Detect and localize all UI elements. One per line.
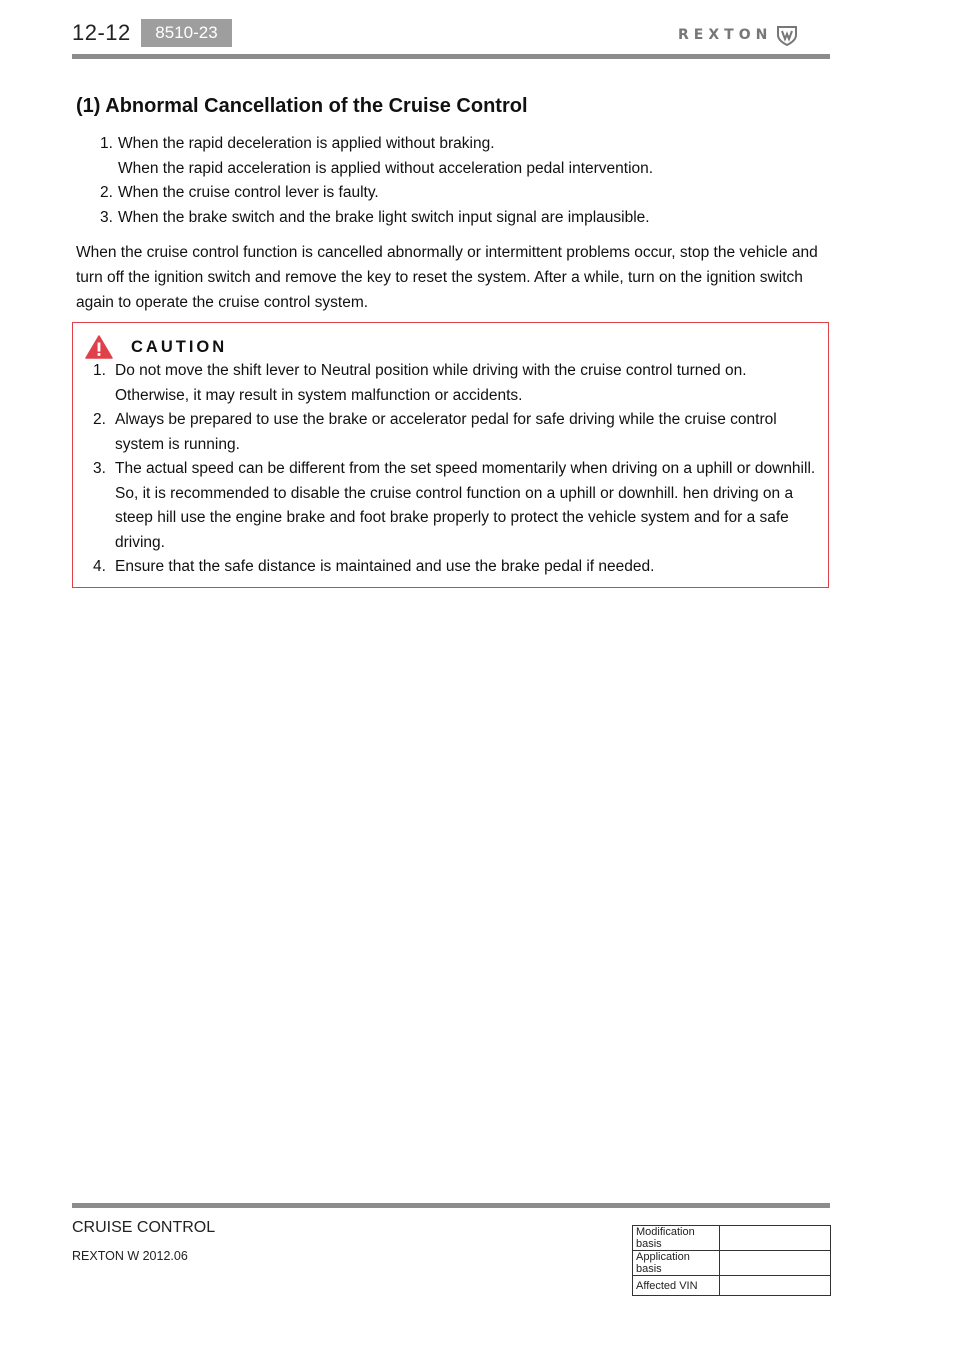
caution-box bbox=[72, 322, 829, 588]
table-cell-label: Affected VIN bbox=[633, 1276, 720, 1296]
caution-item bbox=[89, 457, 824, 555]
list-item bbox=[76, 157, 816, 182]
caution-item bbox=[89, 359, 824, 408]
table-cell-label: Application basis bbox=[633, 1251, 720, 1276]
list-item bbox=[76, 206, 816, 231]
footer-model: REXTON W 2012.06 bbox=[72, 1249, 188, 1263]
list-item-number: 1. bbox=[100, 135, 113, 152]
warning-triangle-icon bbox=[85, 335, 113, 359]
caution-list bbox=[89, 359, 824, 580]
caution-item-number: 4. bbox=[93, 558, 106, 575]
caution-header bbox=[85, 335, 227, 359]
list-item bbox=[76, 132, 816, 157]
condition-list bbox=[76, 132, 816, 230]
page-number: 12-12 bbox=[72, 20, 131, 45]
list-item-text: When the cruise control lever is faulty. bbox=[118, 184, 379, 201]
footer-divider bbox=[72, 1203, 830, 1208]
footer-section-name: CRUISE CONTROL bbox=[72, 1219, 216, 1236]
list-item bbox=[76, 181, 816, 206]
caution-item-text: Always be prepared to use the brake or accelerator pedal for safe driving while the cruise control system is running. bbox=[115, 411, 777, 453]
list-item-subtext: When the rapid acceleration is applied without acceleration pedal intervention. bbox=[118, 159, 654, 177]
brand-logo-text: REXTON bbox=[678, 27, 773, 43]
table-row bbox=[633, 1276, 831, 1296]
list-item-number: 3. bbox=[100, 208, 113, 226]
caution-item-number: 1. bbox=[93, 362, 106, 379]
table-cell-value bbox=[720, 1276, 831, 1296]
revision-table bbox=[632, 1225, 831, 1296]
list-item-number: 2. bbox=[100, 184, 113, 201]
ssangyong-emblem-icon bbox=[776, 24, 798, 46]
brand-logo bbox=[678, 22, 798, 48]
caution-item-number: 2. bbox=[93, 411, 106, 428]
reset-paragraph: When the cruise control function is cancelled abnormally or intermittent problems occur, stop the vehicle and turn off the ignition switch and remove the key to reset the system. After a while, turn on the ignition switch again to operate the cruise control system. bbox=[76, 244, 818, 311]
caution-item bbox=[89, 555, 824, 580]
doc-code-badge: 8510-23 bbox=[141, 19, 232, 47]
table-cell-value bbox=[720, 1226, 831, 1251]
table-row bbox=[633, 1251, 831, 1276]
table-row bbox=[633, 1226, 831, 1251]
caution-label: CAUTION bbox=[131, 337, 228, 356]
list-item-text: When the brake switch and the brake light switch input signal are implausible. bbox=[118, 208, 650, 226]
caution-item-text: The actual speed can be different from the set speed momentarily when driving on a uphill or downhill. So, it is recommended to disable the cruise control function on a uphill or downhill. hen driving on a steep hill use the engine brake and foot brake properly to protect the vehicle system and for a safe driving. bbox=[115, 460, 816, 551]
caution-item-text: Do not move the shift lever to Neutral position while driving with the cruise control turned on. Otherwise, it may result in system malfunction or accidents. bbox=[115, 362, 747, 404]
caution-item-number: 3. bbox=[93, 460, 106, 477]
table-cell-value bbox=[720, 1251, 831, 1276]
table-cell-label: Modification basis bbox=[633, 1226, 720, 1251]
header-divider bbox=[72, 54, 830, 59]
section-title: (1) Abnormal Cancellation of the Cruise Control bbox=[76, 95, 528, 117]
caution-item bbox=[89, 408, 824, 457]
list-item-text: When the rapid deceleration is applied without braking. bbox=[118, 135, 495, 152]
caution-item-text: Ensure that the safe distance is maintained and use the brake pedal if needed. bbox=[115, 558, 655, 575]
